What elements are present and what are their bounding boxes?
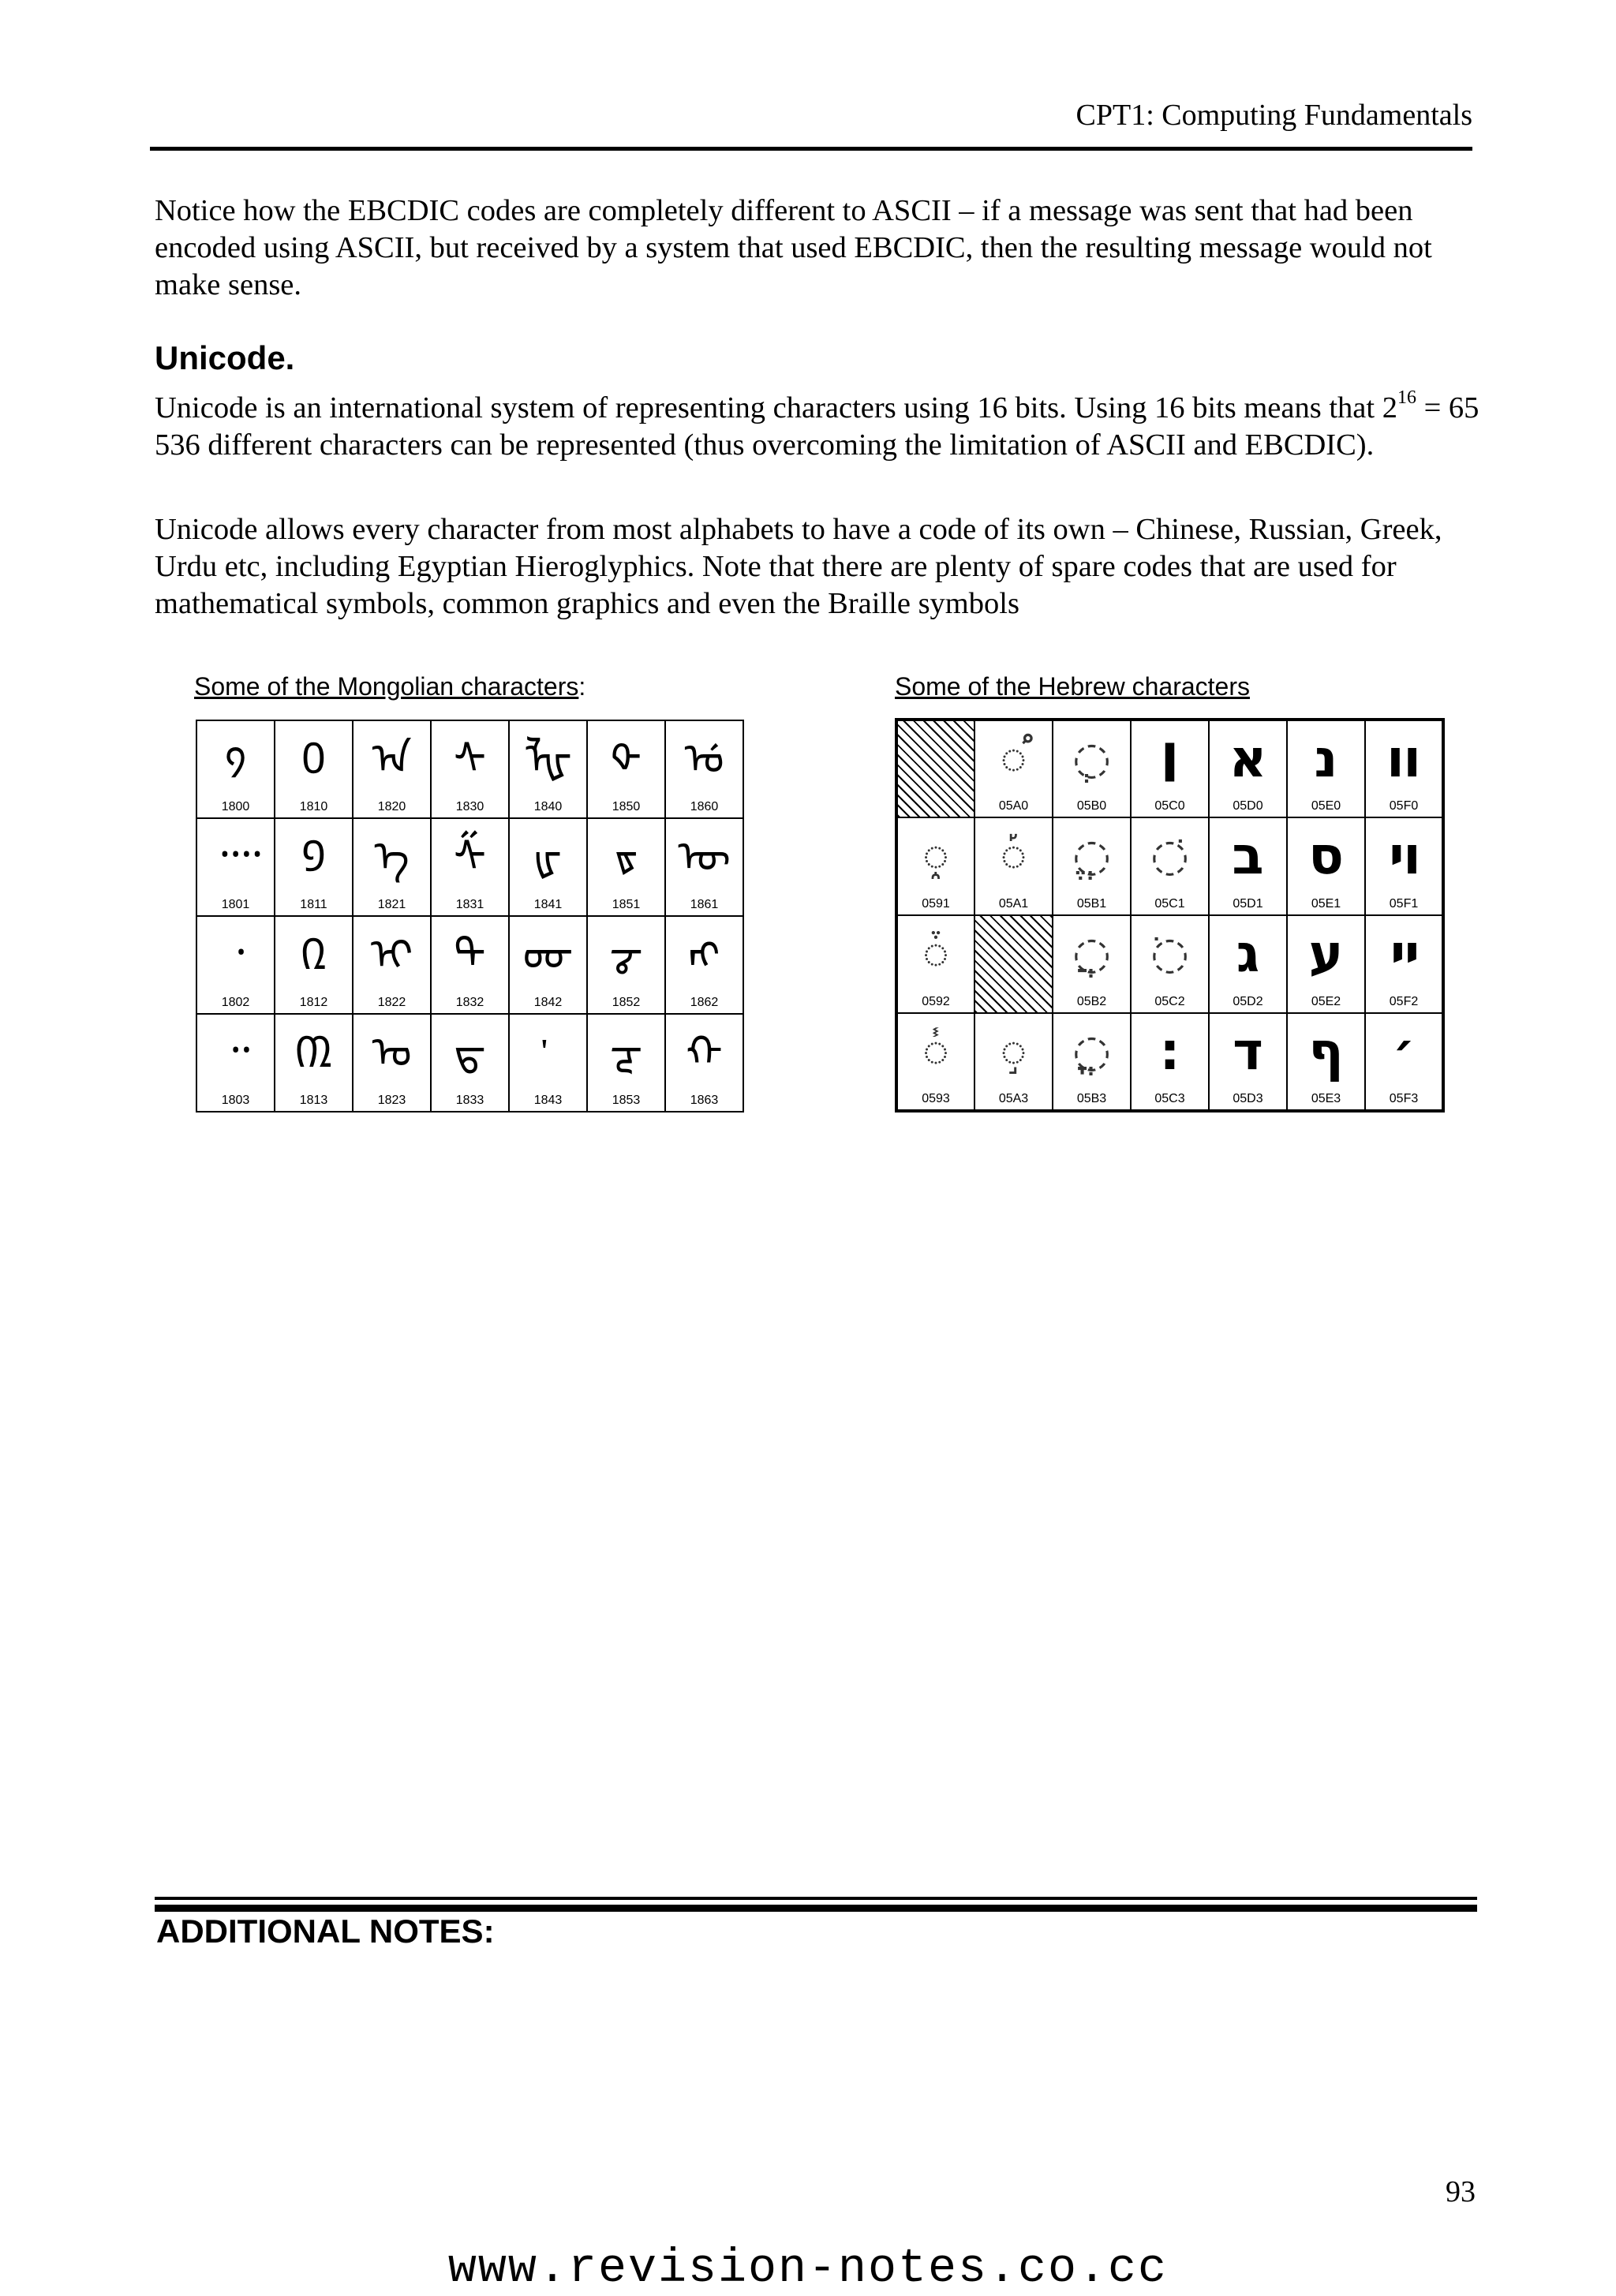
character-cell <box>353 916 431 1014</box>
character-cell <box>587 818 665 916</box>
character-cell <box>1053 720 1131 817</box>
character-glyph: ף <box>1308 1021 1344 1082</box>
code-point-label: 05F0 <box>1389 799 1419 813</box>
character-glyph: ᠢ <box>370 929 413 979</box>
character-glyph: ◌ׁ <box>1150 830 1189 881</box>
character-glyph: ᡠ <box>684 734 724 783</box>
character-glyph: ◌ׂ <box>1150 928 1189 979</box>
code-point-label: 05C3 <box>1154 1092 1185 1105</box>
code-point-label: 05B0 <box>1076 799 1107 813</box>
code-point-label: 1831 <box>455 898 484 911</box>
character-cell <box>353 818 431 916</box>
footer-url: www.revision-notes.co.cc <box>447 2242 1169 2296</box>
character-row <box>196 916 743 1014</box>
character-cell <box>196 818 275 916</box>
character-glyph: ׃ <box>1160 1021 1180 1082</box>
character-glyph: ב <box>1232 825 1264 886</box>
code-point-label: 05F2 <box>1389 995 1419 1008</box>
header-rule <box>150 147 1472 151</box>
code-point-label: 1863 <box>690 1094 719 1107</box>
code-point-label: 1841 <box>533 898 563 911</box>
intro-paragraph: Notice how the EBCDIC codes are completely different to ASCII – if a message was sent that had been encoded using ASCII, but received by a system that used EBCDIC, then the resulting message would not make sense. <box>155 194 1432 301</box>
character-glyph: ◌֒ <box>922 928 949 979</box>
character-glyph: ד <box>1233 1021 1263 1082</box>
character-cell <box>896 915 974 1013</box>
character-glyph: ᠲ <box>454 929 486 979</box>
character-cell <box>1365 817 1443 915</box>
character-glyph: ᠡ <box>374 832 410 881</box>
character-cell <box>974 720 1053 817</box>
mongolian-caption <box>194 672 585 701</box>
code-point-label: 05C2 <box>1154 995 1185 1008</box>
character-glyph: װ <box>1386 728 1421 789</box>
character-cell <box>431 916 509 1014</box>
code-point-label: 1802 <box>221 996 250 1009</box>
code-point-label: 1862 <box>690 996 719 1009</box>
code-point-label: 1811 <box>300 898 327 911</box>
character-cell <box>509 916 587 1014</box>
unicode-paragraph-1-end: = 65 536 different characters can be represented (thus overcoming the limitation of ASCII and EBCDIC). <box>155 391 1479 462</box>
character-glyph: ᡣ <box>686 1027 723 1077</box>
code-point-label: 0592 <box>922 995 950 1008</box>
code-point-label: 05F1 <box>1389 897 1419 911</box>
unassigned-cell <box>896 720 974 817</box>
character-cell <box>665 818 743 916</box>
character-glyph: ◌ְ <box>1072 733 1111 784</box>
unicode-paragraph-1 <box>155 387 1480 464</box>
character-glyph: ᠁ <box>211 832 260 881</box>
character-glyph: ײ <box>1390 923 1418 984</box>
character-cell <box>431 1014 509 1112</box>
character-glyph: ס <box>1308 825 1344 886</box>
character-cell <box>974 817 1053 915</box>
code-point-label: 1820 <box>377 800 406 813</box>
code-point-label: 1832 <box>455 996 484 1009</box>
code-point-label: 1810 <box>299 800 328 813</box>
code-point-label: 05F3 <box>1389 1092 1419 1105</box>
character-cell <box>665 916 743 1014</box>
character-glyph: ᡑ <box>614 832 638 881</box>
character-cell <box>196 720 275 818</box>
character-cell <box>509 720 587 818</box>
character-glyph: ᠣ <box>372 1027 412 1077</box>
notes-rule <box>155 1897 1477 1900</box>
code-point-label: 05D2 <box>1233 995 1263 1008</box>
character-glyph: ᠰ <box>454 734 486 783</box>
character-cell <box>1209 1013 1287 1111</box>
character-glyph: ׳ <box>1392 1021 1416 1082</box>
character-cell <box>587 916 665 1014</box>
character-glyph: ע <box>1308 923 1344 984</box>
character-cell <box>896 1013 974 1111</box>
character-glyph: ᠂ <box>226 929 245 979</box>
unassigned-cell <box>974 915 1053 1013</box>
notes-heading: ADDITIONAL NOTES: <box>156 1913 495 1950</box>
notes-rule-thick <box>155 1905 1477 1912</box>
mongolian-character-table <box>196 720 744 1112</box>
code-point-label: 05B1 <box>1076 897 1107 911</box>
code-point-label: 1830 <box>455 800 484 813</box>
character-cell <box>587 1014 665 1112</box>
character-cell <box>509 1014 587 1112</box>
code-point-label: 05E1 <box>1311 897 1341 911</box>
hebrew-character-table <box>895 718 1445 1112</box>
character-glyph: ᠐ <box>301 734 326 783</box>
code-point-label: 1801 <box>221 898 250 911</box>
character-cell <box>431 720 509 818</box>
page-number: 93 <box>1446 2175 1476 2208</box>
character-glyph: ◌ֱ <box>1072 830 1111 881</box>
unicode-heading: Unicode. <box>155 339 295 376</box>
code-point-label: 05E0 <box>1311 799 1341 813</box>
character-glyph: ◌֡ <box>1000 830 1027 881</box>
code-point-label: 1861 <box>690 898 719 911</box>
character-glyph: ◌ֲ <box>1072 928 1111 979</box>
character-cell <box>974 1013 1053 1111</box>
character-glyph: ᡒ <box>609 929 643 979</box>
unicode-paragraph-2: Unicode allows every character from most alphabets to have a code of its own – Chinese, Russian, Greek, Urdu etc, including Egyptian Hieroglyphics. Note that there are plenty of spare codes that are used for mathematical symbols, common graphics and even the Braille symbols <box>155 513 1442 620</box>
character-cell <box>1287 1013 1365 1111</box>
character-cell <box>1365 720 1443 817</box>
character-cell <box>353 1014 431 1112</box>
code-point-label: 05D0 <box>1233 799 1263 813</box>
code-point-label: 1860 <box>690 800 719 813</box>
code-point-label: 1840 <box>533 800 563 813</box>
code-point-label: 1851 <box>612 898 641 911</box>
character-glyph: ᡁ <box>534 832 562 881</box>
code-point-label: 05B2 <box>1076 995 1107 1008</box>
character-cell <box>1209 817 1287 915</box>
code-point-label: 05A0 <box>998 799 1029 813</box>
character-glyph: ◌ֳ <box>1072 1026 1111 1077</box>
code-point-label: 1803 <box>221 1094 250 1107</box>
character-cell <box>1209 915 1287 1013</box>
code-point-label: 1812 <box>299 996 328 1009</box>
character-glyph: א <box>1229 728 1267 789</box>
code-point-label: 05C1 <box>1154 897 1185 911</box>
character-cell <box>275 916 353 1014</box>
code-point-label: 1833 <box>455 1094 484 1107</box>
mongolian-caption-text: Some of the Mongolian characters <box>194 672 579 701</box>
character-cell <box>275 720 353 818</box>
character-cell <box>1209 720 1287 817</box>
character-cell <box>196 916 275 1014</box>
character-glyph: ᠒ <box>301 929 327 979</box>
character-cell <box>275 818 353 916</box>
unicode-paragraph-1-start: Unicode is an international system of representing characters using 16 bits. Using 16 bits means that 2 <box>155 391 1397 424</box>
code-point-label: 05B3 <box>1076 1092 1107 1105</box>
character-cell <box>431 818 509 916</box>
character-glyph: ג <box>1236 923 1260 984</box>
character-cell <box>1053 817 1131 915</box>
character-cell <box>665 720 743 818</box>
character-cell <box>665 1014 743 1112</box>
character-glyph: נ <box>1314 728 1338 789</box>
character-row <box>896 720 1443 817</box>
character-glyph: ◌֑ <box>922 830 949 881</box>
code-point-label: 1853 <box>612 1094 641 1107</box>
character-cell <box>587 720 665 818</box>
code-point-label: 1823 <box>377 1094 406 1107</box>
character-glyph: ױ <box>1389 825 1419 886</box>
character-cell <box>1365 1013 1443 1111</box>
character-glyph: ◌֠ <box>1000 733 1027 784</box>
code-point-label: 05D1 <box>1233 897 1263 911</box>
character-glyph: ᠳ <box>454 1027 486 1077</box>
code-point-label: 1813 <box>299 1094 328 1107</box>
code-point-label: 0593 <box>922 1092 950 1105</box>
character-glyph: ᡡ <box>678 832 731 881</box>
character-cell <box>896 817 974 915</box>
character-cell <box>1131 720 1209 817</box>
character-glyph: ᠓ <box>294 1027 333 1077</box>
code-point-label: 1800 <box>221 800 250 813</box>
mongolian-caption-colon: : <box>578 672 586 701</box>
character-row <box>896 1013 1443 1111</box>
code-point-label: 1852 <box>612 996 641 1009</box>
character-cell <box>353 720 431 818</box>
exponent: 16 <box>1397 387 1416 409</box>
character-cell <box>1365 915 1443 1013</box>
hebrew-caption-text: Some of the Hebrew characters <box>895 672 1250 701</box>
character-cell <box>1131 915 1209 1013</box>
code-point-label: 1843 <box>533 1094 563 1107</box>
code-point-label: 05E3 <box>1311 1092 1341 1105</box>
code-point-label: 1821 <box>377 898 406 911</box>
hebrew-caption <box>895 672 1250 701</box>
character-glyph <box>510 1027 586 1078</box>
character-glyph: ◌֓ <box>922 1026 949 1077</box>
character-glyph: ᠀ <box>224 734 247 783</box>
code-point-label: 05A1 <box>998 897 1029 911</box>
running-header: CPT1: Computing Fundamentals <box>1075 99 1472 132</box>
code-point-label: 1842 <box>533 996 563 1009</box>
code-point-label: 0591 <box>922 897 950 911</box>
character-glyph: ᡢ <box>688 929 720 979</box>
character-cell <box>1287 817 1365 915</box>
character-cell <box>509 818 587 916</box>
character-row <box>196 1014 743 1112</box>
character-row <box>196 818 743 916</box>
code-point-label: 05C0 <box>1154 799 1185 813</box>
character-glyph: ᠠ <box>372 734 412 783</box>
character-glyph: ᠑ <box>301 832 326 881</box>
character-glyph: ᡂ <box>522 929 574 979</box>
code-point-label: 05A3 <box>998 1092 1029 1105</box>
character-glyph: ᡓ <box>609 1027 643 1077</box>
character-cell <box>1053 915 1131 1013</box>
character-cell <box>275 1014 353 1112</box>
character-row <box>196 720 743 818</box>
character-glyph: ◌֣ <box>1000 1026 1027 1077</box>
character-glyph: ᡐ <box>610 734 642 783</box>
code-point-label: 1822 <box>377 996 406 1009</box>
code-point-label: 1850 <box>612 800 641 813</box>
character-cell <box>1053 1013 1131 1111</box>
character-row <box>896 817 1443 915</box>
code-point-label: 05D3 <box>1233 1092 1263 1105</box>
character-glyph: ᠱ <box>454 832 486 881</box>
character-glyph: ׀ <box>1160 728 1180 789</box>
character-cell <box>1131 817 1209 915</box>
character-glyph: ᡀ <box>524 734 572 783</box>
character-cell <box>1131 1013 1209 1111</box>
character-cell <box>1287 720 1365 817</box>
code-point-label: 05E2 <box>1311 995 1341 1008</box>
character-cell <box>1287 915 1365 1013</box>
character-row <box>896 915 1443 1013</box>
character-cell <box>196 1014 275 1112</box>
character-glyph: ᠃ <box>221 1027 250 1077</box>
